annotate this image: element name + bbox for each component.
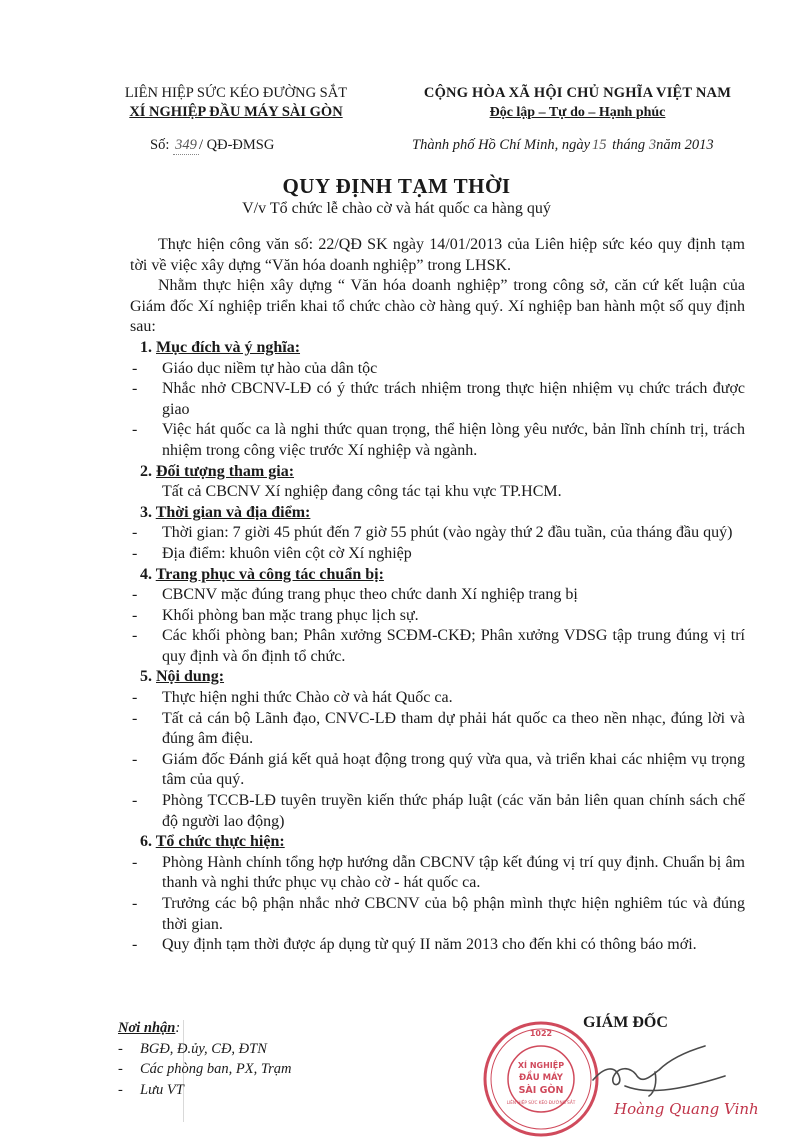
recipients-label: Nơi nhận: [118, 1020, 176, 1036]
document-title: QUY ĐỊNH TẠM THỜI: [282, 174, 511, 198]
list-item: - Nhắc nhở CBCNV-LĐ có ý thức trách nhiệm trong thực hiện nhiệm vụ chức trách được giao: [130, 379, 745, 420]
document-subtitle: V/v Tổ chức lễ chào cờ và hát quốc ca hàng quý: [242, 200, 551, 217]
date-month: 3: [648, 137, 657, 153]
parent-organization: LIÊN HIỆP SỨC KÉO ĐƯỜNG SẮT: [124, 85, 348, 101]
list-item: - Giáo dục niềm tự hào của dân tộc: [130, 359, 745, 380]
document-body: [130, 235, 745, 956]
signer-title: GIÁM ĐỐC: [583, 1014, 668, 1031]
seal-number: 1022: [529, 1029, 553, 1038]
handwritten-signature: [585, 1036, 735, 1106]
section-heading: 3. Thời gian và địa điểm:: [140, 503, 311, 521]
list-item: - Trưởng các bộ phận nhắc nhở CBCNV của bộ phận mình thực hiện nghiêm túc và đúng thời gian.: [130, 894, 745, 935]
seal-line-1: XÍ NGHIỆP: [517, 1061, 565, 1070]
section-heading: 4. Trang phục và công tác chuẩn bị:: [140, 565, 384, 583]
national-motto: Độc lập – Tự do – Hạnh phúc: [489, 105, 666, 120]
issuing-organization: [100, 84, 372, 122]
list-item: - Phòng TCCB-LĐ tuyên truyền kiến thức pháp luật (các văn bản liên quan chính sách chế độ người lao động): [130, 791, 745, 832]
seal-line-2: ĐẦU MÁY: [519, 1073, 563, 1083]
organization-name: XÍ NGHIỆP ĐẦU MÁY SÀI GÒN: [129, 104, 343, 120]
list-item: - Tất cả cán bộ Lãnh đạo, CNVC-LĐ tham dự phải hát quốc ca theo nền nhạc, đúng lời và đúng âm điệu.: [130, 709, 745, 750]
section-heading: 2. Đối tượng tham gia:: [140, 462, 295, 480]
list-item: - Quy định tạm thời được áp dụng từ quý II năm 2013 cho đến khi có thông báo mới.: [130, 935, 745, 956]
section-heading: 1. Mục đích và ý nghĩa:: [140, 338, 301, 356]
list-item: - Phòng Hành chính tổng hợp hướng dẫn CBCNV tập kết đúng vị trí quy định. Chuẩn bị âm thanh và nghi thức phục vụ chào cờ - hát quốc ca.: [130, 853, 745, 894]
official-seal: [482, 1020, 600, 1138]
recipient-item: - Lưu VT: [118, 1080, 291, 1101]
section-heading: 6. Tổ chức thực hiện:: [140, 833, 285, 851]
seal-line-4: LIÊN HIỆP SỨC KÉO ĐƯỜNG SẮT: [506, 1100, 576, 1105]
place-and-date: Thành phố Hồ Chí Minh, ngày 15 tháng 3năm 2013: [412, 137, 714, 153]
date-day: 15: [592, 137, 607, 153]
list-item: - Việc hát quốc ca là nghi thức quan trọng, thể hiện lòng yêu nước, bản lĩnh chính trị, trách nhiệm trong công việc trước Xí nghiệp và ngành.: [130, 420, 745, 461]
intro-paragraph: Nhằm thực hiện xây dựng “ Văn hóa doanh nghiệp” trong công sở, căn cứ kết luận của Giám đốc Xí nghiệp triển khai tổ chức chào cờ hàng quý. Xí nghiệp ban hành một số quy định sau:: [130, 277, 745, 336]
list-item: - Địa điểm: khuôn viên cột cờ Xí nghiệp: [130, 544, 745, 565]
seal-line-3: SÀI GÒN: [518, 1085, 564, 1096]
section-text: Tất cả CBCNV Xí nghiệp đang công tác tại khu vực TP.HCM.: [162, 483, 562, 501]
national-header: [395, 84, 760, 122]
list-item: - Thực hiện nghi thức Chào cờ và hát Quốc ca.: [130, 688, 745, 709]
intro-paragraph: Thực hiện công văn số: 22/QĐ SK ngày 14/01/2013 của Liên hiệp sức kéo quy định tạm tời về việc xây dựng “Văn hóa doanh nghiệp” trong LHSK.: [130, 236, 745, 274]
recipients-block: Nơi nhận: - BGĐ, Đ.ủy, CĐ, ĐTN - Các phòng ban, PX, Trạm - Lưu VT: [118, 1018, 291, 1100]
list-item: - Thời gian: 7 giời 45 phút đến 7 giờ 55 phút (vào ngày thứ 2 đầu tuần, của tháng đầu quý): [130, 523, 745, 544]
section-heading: 5. Nội dung:: [140, 668, 225, 686]
list-item: - Các khối phòng ban; Phân xưởng SCĐM-CKĐ; Phân xưởng VDSG tập trung đúng vị trí quy định và ổn định tổ chức.: [130, 626, 745, 667]
recipient-item: - BGĐ, Đ.ủy, CĐ, ĐTN: [118, 1039, 291, 1060]
document-number: Số: 349 / QĐ-ĐMSG: [150, 137, 275, 153]
handwritten-doc-number: 349: [173, 137, 199, 155]
list-item: - Giám đốc Đánh giá kết quả hoạt động trong quý vừa qua, và triển khai các nhiệm vụ trọng tâm của quý.: [130, 750, 745, 791]
national-title: CỘNG HÒA XÃ HỘI CHỦ NGHĨA VIỆT NAM: [423, 85, 732, 101]
list-item: - CBCNV mặc đúng trang phục theo chức danh Xí nghiệp trang bị: [130, 585, 745, 606]
signer-name: Hoàng Quang Vinh: [614, 1100, 759, 1118]
list-item: - Khối phòng ban mặc trang phục lịch sự.: [130, 606, 745, 627]
recipient-item: - Các phòng ban, PX, Trạm: [118, 1059, 291, 1080]
